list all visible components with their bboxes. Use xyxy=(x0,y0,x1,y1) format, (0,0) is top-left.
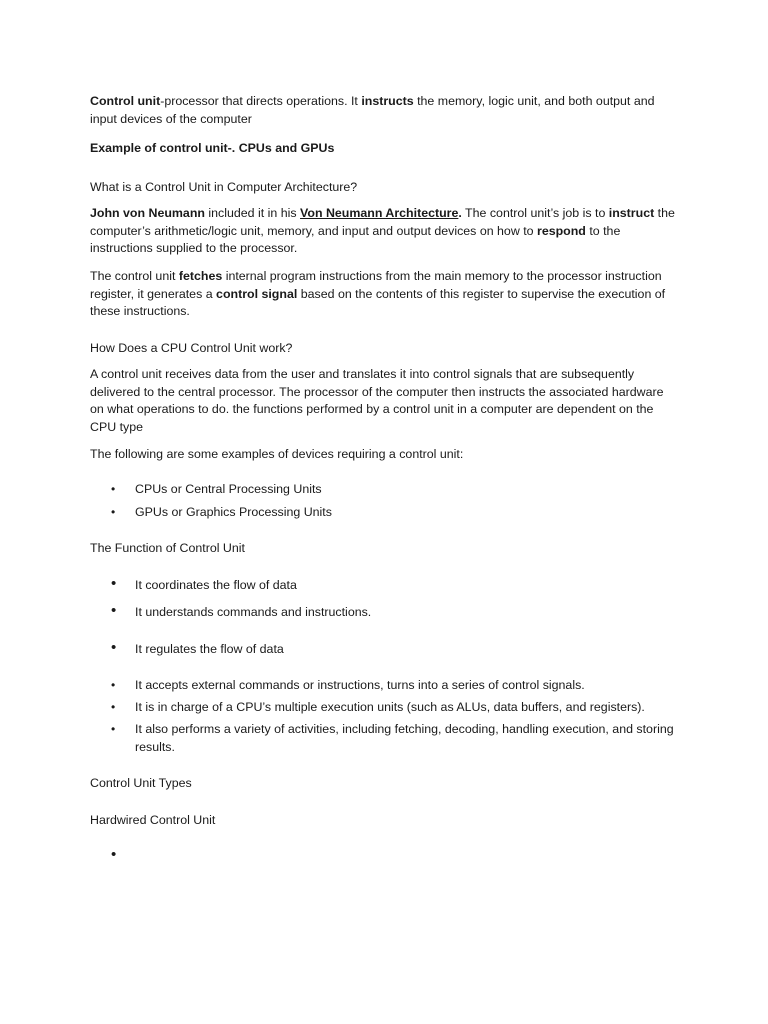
bullet-icon: • xyxy=(111,575,117,592)
heading-hardwired-control-unit: Hardwired Control Unit xyxy=(90,813,216,827)
heading-function-of-control-unit: The Function of Control Unit xyxy=(90,541,245,555)
bullet-icon: • xyxy=(111,846,117,863)
bullet-icon: • xyxy=(111,505,116,519)
bullet-icon: • xyxy=(111,700,116,714)
heading-how-does-cpu-control-unit-work: How Does a CPU Control Unit work? xyxy=(90,341,293,355)
bullet-icon: • xyxy=(111,482,116,496)
bullet-icon: • xyxy=(111,639,117,656)
paragraph-control-unit-receives-data: A control unit receives data from the user and translates it into control signals that are subsequently delivered to the central processor. The processor of the computer then instructs the associated hardware on what operations to do. the functions performed by a control unit in a computer are dependent on the CPU type xyxy=(90,367,664,434)
heading-what-is-control-unit: What is a Control Unit in Computer Architecture? xyxy=(90,180,358,194)
heading-control-unit-types: Control Unit Types xyxy=(90,776,192,790)
paragraph-fetches: The control unit fetches internal program instructions from the main memory to the processor instruction register, it generates a control signal based on the contents of this register to supervise the execution of these instructions. xyxy=(90,269,666,319)
bullet-icon: • xyxy=(111,602,117,619)
paragraph-von-neumann: John von Neumann included it in his Von Neumann Architecture. The control unit’s job is to instruct the computer’s arithmetic/logic unit, memory, and input and output devices on how to respond to the instructions supplied to the processor. xyxy=(90,206,675,256)
paragraph-examples-intro: The following are some examples of devices requiring a control unit: xyxy=(90,447,464,461)
bullet-icon: • xyxy=(111,678,116,692)
von-neumann-link[interactable]: Von Neumann Architecture xyxy=(300,206,459,220)
paragraph-control-unit-definition: Control unit-processor that directs operations. It instructs the memory, logic unit, and both output and input devices of the computer xyxy=(90,94,655,126)
bullet-icon: • xyxy=(111,722,116,736)
paragraph-example-heading: Example of control unit-. CPUs and GPUs xyxy=(90,141,335,155)
